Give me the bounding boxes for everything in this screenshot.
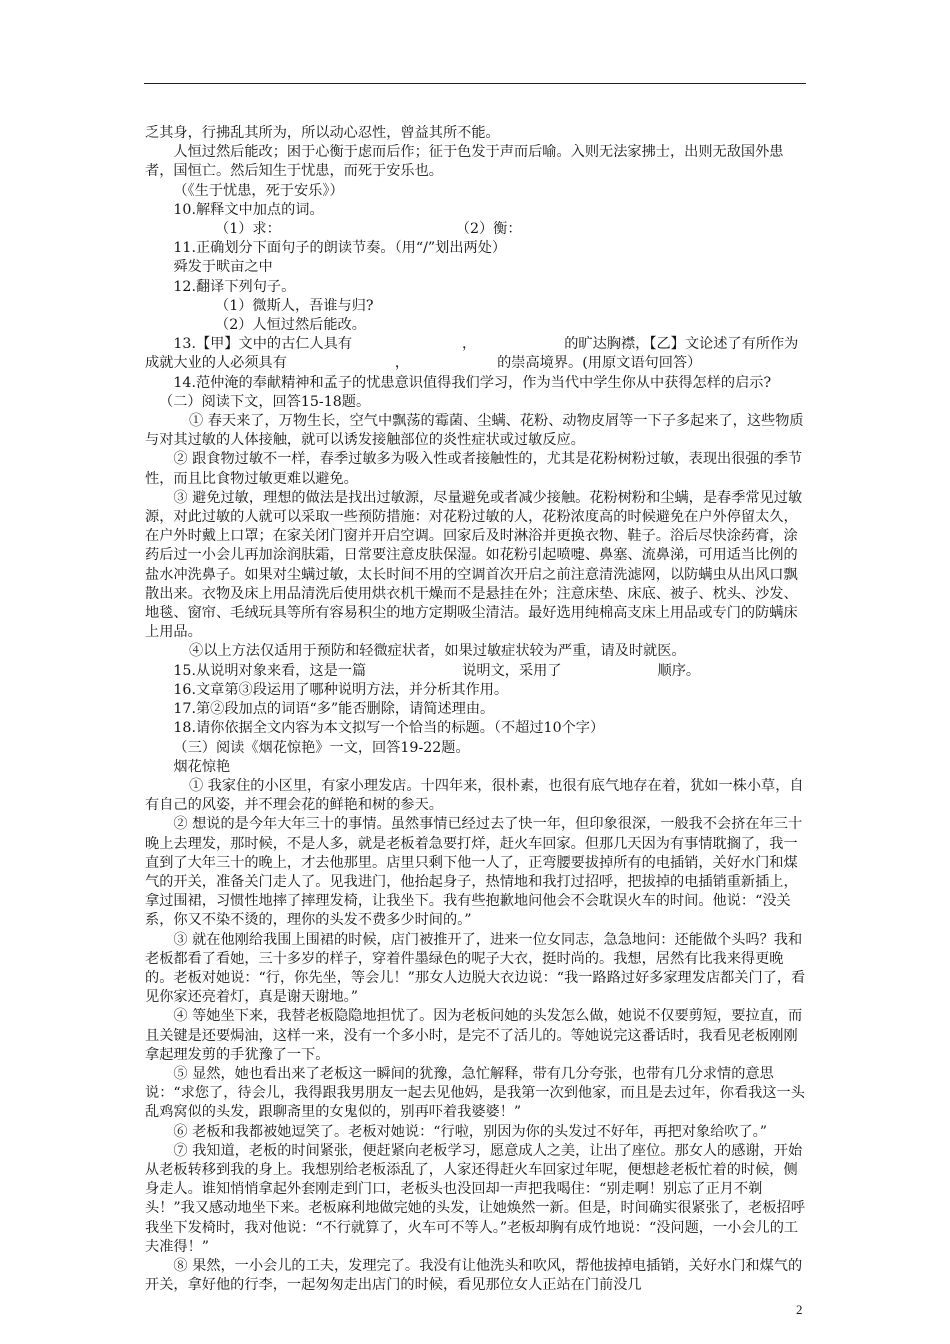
- paragraph: ④ 等她坐下来，我替老板隐隐地担忧了。因为老板问她的头发怎么做，她说不仅要剪短，要拉直，而且关键是还要焗油，这样一来，没有一个多小时，是完不了活儿的。等她说完这番话时，我看见老板刚刚拿起理发剪的手犹豫了一下。: [145, 1008, 803, 1063]
- question-15: 15.从说明对象来看，这是一篇 说明文，采用了 顺序。: [173, 662, 701, 679]
- paragraph: ⑤ 显然，她也看出来了老板这一瞬间的犹豫，急忙解释，带有几分夸张，也带有几分求情的意思说：“求您了，待会儿，我得跟我男朋友一起去见他妈，是我第一次到他家，而且是去过年，你看我这一头乱鸡窝似的头发，跟聊斋里的女鬼似的，别再吓着我婆婆！”: [145, 1065, 805, 1121]
- section-3-heading: （三）阅读《烟花惊艳》一文，回答19-22题。: [173, 739, 470, 756]
- paragraph: ③ 就在他刚给我围上围裙的时候，店门被推开了，进来一位女同志，急急地问：还能做个头吗？我和老板都看了看她，三十多岁的样子，穿着件墨绿色的呢子大衣，挺时尚的。我想，居然有比我来得更晚的。老板对她说：“行，你先坐，等会儿！”那女人边脱大衣边说：“我一路路过好多家理发店都关门了，看见你家还亮着灯，真是谢天谢地。”: [145, 931, 806, 1006]
- header-rule: [144, 83, 806, 84]
- question-16: 16.文章第③段运用了哪种说明方法，并分析其作用。: [173, 681, 509, 698]
- question-11: 11.正确划分下面句子的朗读节奏。（用“/”划出两处）: [173, 240, 507, 257]
- question-17: 17.第②段加点的词语“多”能否删除，请简述理由。: [173, 701, 495, 718]
- question-11-sentence: 舜发于畎亩之中: [173, 259, 273, 276]
- article-title: 烟花惊艳: [173, 758, 231, 775]
- paragraph: ① 我家住的小区里，有家小理发店。十四年来，很朴素，也很有底气地存在着，犹如一株小草，自有自己的风姿，并不理会花的鲜艳和树的参天。: [145, 777, 804, 814]
- question-13: 13.【甲】文中的古仁人具有 ， 的旷达胸襟，【乙】文论述了有所作为成就大业的人必须具有 ， 的崇高境界。(用原文语句回答）: [145, 336, 799, 372]
- question-10: 10.解释文中加点的词。: [173, 201, 324, 218]
- question-14: 14.范仲淹的奉献精神和孟子的忧患意识值得我们学习，作为当代中学生你从中获得怎样的启示?: [173, 374, 772, 391]
- question-10-item-2: （2）衡：: [455, 221, 522, 238]
- paragraph: 人恒过然后能改；困于心衡于虑而后作；征于色发于声而后喻。入则无法家拂士，出则无敌国外患者，国恒亡。然后知生于忧患，而死于安乐也。: [145, 144, 784, 180]
- question-10-items: [145, 220, 807, 239]
- question-10-item-1: （1）求：: [215, 221, 281, 238]
- question-12-item-2: （2）人恒过然后能改。: [215, 317, 366, 334]
- question-12: 12.翻译下列句子。: [173, 278, 296, 295]
- paragraph: ③ 避免过敏，理想的做法是找出过敏源，尽量避免或者减少接触。花粉树粉和尘螨，是春季常见过敏源，对此过敏的人就可以采取一些预防措施：对花粉过敏的人，花粉浓度高的时候避免在户外停留太久，在户外时戴上口罩；在家关闭门窗并开启空调。回家后及时淋浴并更换衣物、鞋子。浴后尽快涂药膏，涂药后过一小会儿再加涂润肤霜，日常要注意皮肤保湿。如花粉引起喷嚏、鼻塞、流鼻涕，可用适当比例的盐水冲洗鼻子。如果对尘螨过敏，太长时间不用的空调首次开启之前注意清洗滤网，以防螨虫从出风口飘散出来。衣物及床上用品清洗后使用烘衣机干燥而不是悬挂在外；注意床垫、床底、被子、枕头、沙发、地毯、窗帘、毛绒玩具等所有容易积尘的地方定期吸尘清洁。最好选用纯棉高支床上用品或专门的防螨床上用品。: [145, 489, 803, 641]
- paragraph: ① 春天来了，万物生长，空气中飘荡的霉菌、尘螨、花粉、动物皮屑等一下子多起来了，这些物质与对其过敏的人体接触，就可以诱发接触部位的炎性症状或过敏反应。: [145, 413, 804, 449]
- paragraph: ⑧ 果然，一小会儿的工夫，发理完了。我没有让他洗头和吹风，帮他拔掉电插销，关好水门和煤气的开关，拿好他的行李，一起匆匆走出店门的时候，看见那位女人正站在门前没几: [145, 1257, 803, 1294]
- question-12-item-1: （1）微斯人，吾谁与归?: [215, 297, 374, 314]
- paragraph: ② 想说的是今年大年三十的事情。虽然事情已经过去了快一年，但印象很深，一般我不会挤在年三十晚上去理发，那时候，不是人多，就是老板着急要打烊，赶火车回家。但那几天因为有事情耽搁了，我一直到了大年三十的晚上，才去他那里。店里只剩下他一人了，正弯腰要拔掉所有的电插销，关好水门和煤气的开关，准备关门走人了。见我进门，他抬起身子，热情地和我打过招呼，把拔掉的电插销重新插上，拿过围裙，习惯性地摔了摔理发椅，让我坐下。我有些抱歉地问他会不会耽误火车的时间。他说：“没关系，你又不染不烫的，理你的头发不费多少时间的。”: [145, 816, 803, 929]
- page-number: 2: [796, 1302, 803, 1317]
- section-2-heading: （二）阅读下文，回答15-18题。: [159, 393, 371, 410]
- question-18: 18.请你依据全文内容为本文拟写一个恰当的标题。（不超过10个字）: [173, 720, 605, 737]
- paragraph: ⑥ 老板和我都被她逗笑了。老板对她说：“行啦，别因为你的头发过不好年，再把对象给吹了。”: [173, 1123, 767, 1140]
- paragraph: ⑦ 我知道，老板的时间紧张，便赶紧向老板学习，愿意成人之美，让出了座位。那女人的感谢，开始从老板转移到我的身上。我想别给老板添乱了，人家还得赶火车回家过年呢，便想趁老板忙着的时候，侧身走人。谁知悄悄拿起外套刚走到门口，老板头也没回却一声把我喝住：“别走啊！别忘了正月不剃头！”我又感动地坐下来。老板麻利地做完她的头发，让她焕然一新。但是，时间确实很紧张了，老板招呼我坐下发椅时，我对他说：“不行就算了，火车可不等人。”老板却胸有成竹地说：“没问题，一小会儿的工夫准得！”: [145, 1142, 805, 1255]
- source-citation: （《生于忧患，死于安乐》）: [173, 182, 344, 199]
- text-line: 乏其身，行拂乱其所为，所以动心忍性，曾益其所不能。: [145, 125, 500, 141]
- paragraph: ② 跟食物过敏不一样，春季过敏多为吸入性或者接触性的，尤其是花粉树粉过敏，表现出很强的季节性，而且比食物过敏更难以避免。: [145, 451, 803, 487]
- paragraph: ④以上方法仅适用于预防和轻微症状者，如果过敏症状较为严重，请及时就医。: [189, 643, 686, 660]
- page-body: [145, 124, 807, 1295]
